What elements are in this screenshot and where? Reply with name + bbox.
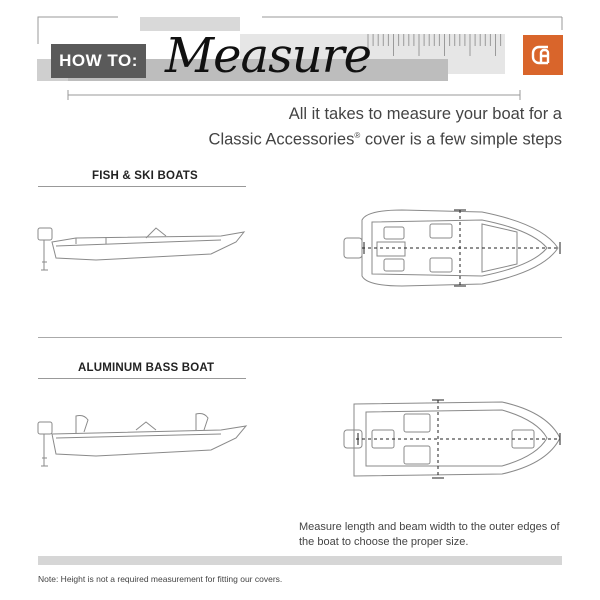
intro-text [202,103,562,151]
measure-instructions: Measure length and beam width to the outer edges of the boat to choose the proper size. [299,521,560,548]
section-rule-aluminum-bass [38,378,246,379]
bottom-bar [38,556,562,565]
intro-line-1: All it takes to measure your boat for a [288,105,562,123]
footnote: Note: Height is not a required measurement for fitting our covers. [38,574,283,584]
section-title-fish-ski: FISH & SKI BOATS [92,170,198,182]
aluminum-bass-boat-side-view [36,408,256,478]
brand-logo [523,35,563,75]
fish-ski-boat-side-view [36,222,256,282]
section-rule-fish-ski [38,186,246,187]
fish-ski-boat-top-view [342,202,567,302]
section-divider [38,337,562,338]
intro-line-2: Classic Accessories® cover is a few simple steps [208,130,562,149]
page-title: Measure [165,28,372,84]
how-to-badge: HOW TO: [51,44,146,78]
aluminum-bass-boat-top-view [342,392,567,492]
section-title-aluminum-bass: ALUMINUM BASS BOAT [78,362,215,374]
classic-accessories-logo-icon [530,42,556,68]
